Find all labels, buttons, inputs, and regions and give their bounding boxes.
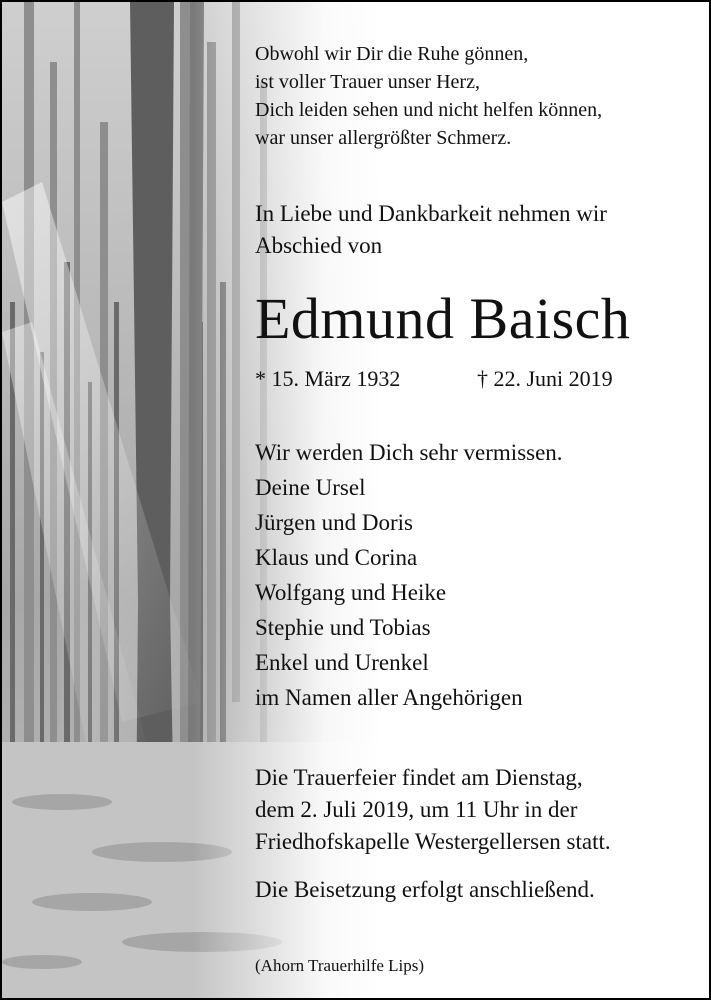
poem-line: Dich leiden sehen und nicht helfen können, (255, 99, 603, 121)
mourners-list (255, 435, 563, 715)
mourner-line: Deine Ursel (255, 475, 366, 500)
poem-line: Obwohl wir Dir die Ruhe gönnen, (255, 43, 529, 65)
undertaker-credit: (Ahorn Trauerhilfe Lips) (255, 956, 425, 975)
birth-date: * 15. März 1932 (255, 366, 401, 391)
mourner-line: Stephie und Tobias (255, 615, 431, 640)
intro-line: Abschied von (255, 233, 383, 258)
poem-line: war unser allergrößter Schmerz. (255, 127, 512, 149)
mourner-line: Klaus und Corina (255, 545, 418, 570)
mourner-line: Wolfgang und Heike (255, 580, 447, 605)
poem-line: ist voller Trauer unser Herz, (255, 71, 480, 93)
mourner-line: Wir werden Dich sehr vermissen. (255, 440, 563, 465)
mourner-line: im Namen aller Angehörigen (255, 685, 523, 710)
mourner-line: Jürgen und Doris (255, 510, 414, 535)
funeral-service-info (255, 762, 611, 858)
service-line: Friedhofskapelle Westergellersen statt. (255, 829, 611, 854)
service-line: Die Trauerfeier findet am Dienstag, (255, 765, 583, 790)
intro-line: In Liebe und Dankbarkeit nehmen wir (255, 201, 607, 226)
poem (255, 40, 602, 152)
deceased-name: Edmund Baisch (255, 286, 631, 351)
service-line: dem 2. Juli 2019, um 11 Uhr in der (255, 797, 578, 822)
farewell-intro (255, 198, 607, 262)
burial-info: Die Beisetzung erfolgt anschließend. (255, 877, 595, 902)
mourner-line: Enkel und Urenkel (255, 650, 429, 675)
death-date: † 22. Juni 2019 (477, 366, 613, 391)
